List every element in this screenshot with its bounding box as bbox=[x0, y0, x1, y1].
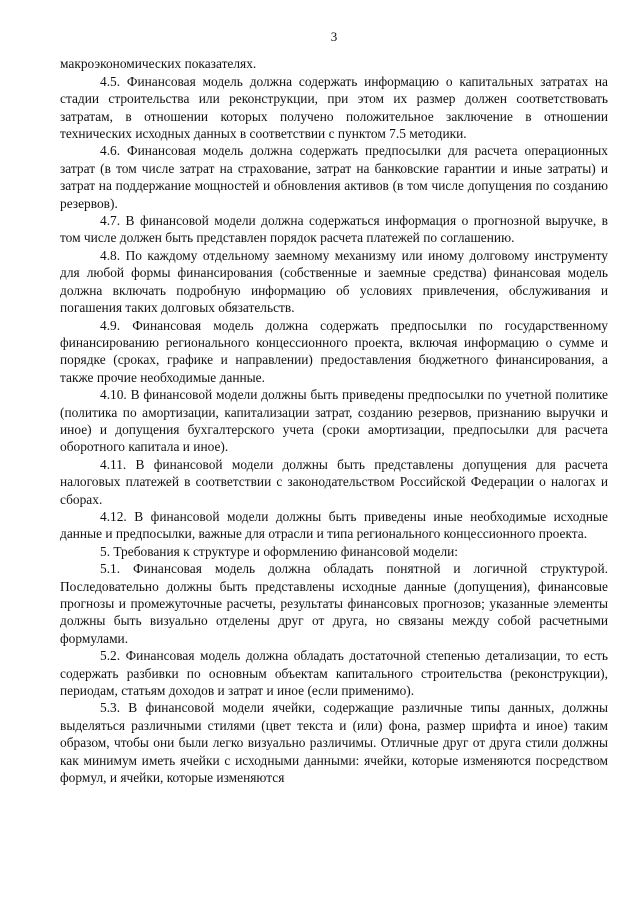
section-heading-5: 5. Требования к структуре и оформлению финансовой модели: bbox=[100, 543, 459, 559]
document-body bbox=[60, 55, 608, 786]
paragraph-4-8: 4.8. По каждому отдельному заемному механизму или иному долговому инструменту для любой формы финансирования (собственные и заемные средства) финансовая модель должна включать подробную информацию об условиях привлечения, обслуживания и погашения таких долговых обязательств. bbox=[60, 247, 608, 316]
paragraph-4-12: 4.12. В финансовой модели должны быть приведены иные необходимые исходные данные и предпосылки, важные для отрасли и типа регионального концессионного проекта. bbox=[60, 508, 608, 542]
paragraph-5-2: 5.2. Финансовая модель должна обладать достаточной степенью детализации, то есть содержать разбивки по основным объектам капитального строительства (реконструкции), периодам, статьям доходов и затрат и иное (если применимо). bbox=[60, 648, 608, 699]
page-number: 3 bbox=[330, 29, 338, 44]
paragraph-4-11: 4.11. В финансовой модели должны быть представлены допущения для расчета налоговых платежей в соответствии с законодательством Российской Федерации о налогах и сборах. bbox=[60, 456, 608, 507]
paragraph-4-10: 4.10. В финансовой модели должны быть приведены предпосылки по учетной политике (политика по амортизации, капитализации затрат, созданию резервов, признанию выручки и иное) и допущения бухгалтерского учета (сроки амортизации, предпосылки для расчета оборотного капитала и иное). bbox=[60, 387, 608, 455]
paragraph-4-6: 4.6. Финансовая модель должна содержать предпосылки для расчета операционных затрат (в том числе затрат на страхование, затрат на банковские гарантии и иные затраты) и затрат на поддержание мощностей и обновления активов (в том числе допущения по созданию резервов). bbox=[60, 143, 608, 211]
paragraph-4-5: 4.5. Финансовая модель должна содержать информацию о капитальных затратах на стадии строительства или реконструкции, при этом их размер должен соответствовать затратам, в отношении которых получено положительное заключение в отношении технических исходных данных в соответствии с пунктом 7.5 методики. bbox=[60, 73, 608, 142]
paragraph-continuation: макроэкономических показателях. bbox=[60, 56, 257, 72]
paragraph-4-7: 4.7. В финансовой модели должна содержаться информация о прогнозной выручке, в том числе должен быть представлен порядок расчета платежей по соглашению. bbox=[60, 213, 608, 246]
paragraph-5-3: 5.3. В финансовой модели ячейки, содержащие различные типы данных, должны выделяться различными стилями (цвет текста и (или) фона, размер шрифта и иное) таким образом, чтобы они были легко визуально различимы. Отличные друг от друга стили должны как минимум иметь ячейки с исходными данными: ячейки, которые изменяются посредством формул, и ячейки, которые изменяются bbox=[60, 700, 608, 786]
paragraph-5-1: 5.1. Финансовая модель должна обладать понятной и логичной структурой. Последовательно должны быть представлены исходные данные (допущения), финансовые прогнозы и промежуточные расчеты, результаты финансовых прогнозов; указанные элементы должны быть визуально отделены друг от друга, но связаны между собой расчетными формулами. bbox=[60, 561, 608, 646]
paragraph-4-9: 4.9. Финансовая модель должна содержать предпосылки по государственному финансированию регионального концессионного проекта, включая информацию о сумме и порядке (сроках, графике и направлении) предоставления бюджетного финансирования, а также прочие необходимые данные. bbox=[60, 317, 608, 385]
